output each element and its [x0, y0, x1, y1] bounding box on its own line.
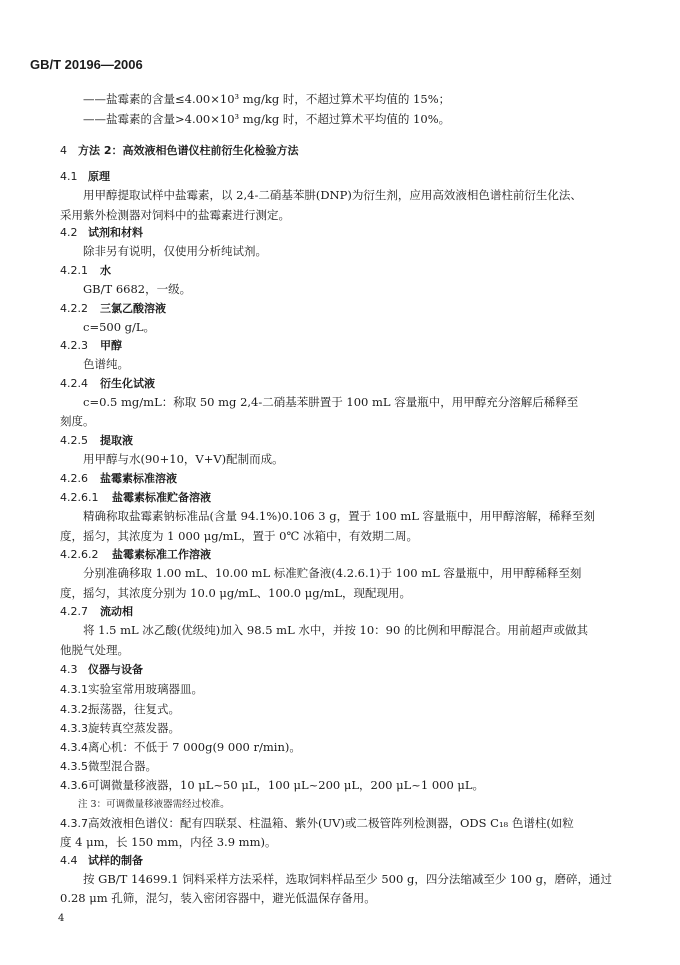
section-number: 4.2 [60, 226, 78, 239]
page-number: 4 [58, 913, 65, 924]
section-title: 盐霉素标准工作溶液 [112, 548, 211, 561]
section-4-2-3-heading [60, 339, 122, 353]
section-title: 甲醇 [100, 339, 122, 352]
section-4-2-6-1-heading [60, 491, 211, 505]
item-text: 实验室常用玻璃器皿。 [88, 682, 203, 696]
section-number: 4.2.4 [60, 377, 88, 390]
section-number: 4.3.4 [60, 741, 88, 754]
section-number: 4.2.2 [60, 302, 88, 315]
section-number: 4.2.5 [60, 434, 88, 447]
section-4-2-2-heading [60, 302, 166, 316]
paragraph-line: 将 1.5 mL 冰乙酸(优级纯)加入 98.5 mL 水中，并按 10：90 的比例和甲醇混合。用前超声或做其 [83, 623, 588, 637]
section-number: 4 [60, 144, 67, 157]
section-number: 4.3.2 [60, 703, 88, 716]
paragraph-line: 分别准确移取 1.00 mL、10.00 mL 标准贮备液(4.2.6.1)于 100 mL 容量瓶中，用甲醇稀释至刻 [83, 566, 582, 580]
section-4-heading [60, 144, 298, 158]
paragraph-line: 他脱气处理。 [60, 643, 129, 657]
item-4-3-2 [60, 702, 180, 717]
section-number: 4.3.5 [60, 760, 88, 773]
section-number: 4.1 [60, 170, 78, 183]
section-number: 4.2.6.2 [60, 548, 99, 561]
paragraph-line: 0.28 μm 孔筛，混匀，装入密闭容器中，避光低温保存备用。 [60, 891, 376, 905]
paragraph-line: 用甲醇与水(90+10，V+V)配制而成。 [83, 452, 284, 466]
section-4-1-heading [60, 170, 110, 184]
item-text: 离心机：不低于 7 000g(9 000 r/min)。 [88, 740, 301, 754]
paragraph-line: 用甲醇提取试样中盐霉素，以 2,4-二硝基苯肼(DNP)为衍生剂，应用高效液相色谱柱前衍生化法、 [83, 188, 582, 202]
item-4-3-6 [60, 778, 484, 793]
section-number: 4.3.6 [60, 779, 88, 792]
item-4-3-3 [60, 721, 180, 736]
section-number: 4.3.3 [60, 722, 88, 735]
paragraph-line: 度 4 μm，长 150 mm，内径 3.9 mm)。 [60, 835, 277, 849]
section-4-2-7-heading [60, 605, 133, 619]
item-text: 可调微量移液器，10 μL~50 μL，100 μL~200 μL，200 μL~1 000 μL。 [88, 778, 485, 792]
section-4-2-heading [60, 226, 143, 240]
section-title: 三氯乙酸溶液 [100, 302, 166, 315]
section-number: 4.3 [60, 663, 78, 676]
note-3: 注 3：可调微量移液器需经过校准。 [78, 799, 230, 810]
section-number: 4.2.6.1 [60, 491, 99, 504]
item-4-3-5 [60, 759, 157, 774]
item-text: 高效液相色谱仪：配有四联泵、柱温箱、紫外(UV)或二极管阵列检测器，ODS C₁₈ 色谱柱(如粒 [88, 816, 574, 830]
section-title: 水 [100, 264, 111, 277]
paragraph-line: 度，摇匀，其浓度为 1 000 μg/mL，置于 0℃ 冰箱中，有效期二周。 [60, 529, 418, 543]
paragraph-line: 按 GB/T 14699.1 饲料采样方法采样，选取饲料样品至少 500 g，四分法缩减至少 100 g，磨碎，通过 [83, 872, 612, 886]
item-4-3-1 [60, 682, 203, 697]
section-title: 原理 [88, 170, 110, 183]
paragraph-line: 度，摇匀，其浓度分别为 10.0 μg/mL、100.0 μg/mL，现配现用。 [60, 586, 411, 600]
standard-number: GB/T 20196—2006 [30, 57, 143, 72]
section-title: 试样的制备 [88, 854, 143, 867]
paragraph-line: 刻度。 [60, 414, 95, 428]
section-4-2-5-heading [60, 434, 133, 448]
section-title: 流动相 [100, 605, 133, 618]
paragraph-line: 色谱纯。 [83, 357, 129, 371]
intro-line-2: ——盐霉素的含量>4.00×10³ mg/kg 时，不超过算术平均值的 10%。 [83, 112, 451, 126]
item-4-3-4 [60, 740, 301, 755]
section-title: 衍生化试液 [100, 377, 155, 390]
item-text: 微型混合器。 [88, 759, 157, 773]
section-title: 方法 2：高效液相色谱仪柱前衍生化检验方法 [78, 144, 299, 157]
section-number: 4.4 [60, 854, 78, 867]
section-number: 4.2.3 [60, 339, 88, 352]
section-number: 4.3.7 [60, 817, 88, 830]
section-title: 试剂和材料 [88, 226, 143, 239]
paragraph-line: c=500 g/L。 [83, 320, 156, 334]
section-4-4-heading [60, 854, 143, 868]
paragraph-line: 精确称取盐霉素钠标准品(含量 94.1%)0.106 3 g，置于 100 mL 容量瓶中，用甲醇溶解，稀释至刻 [83, 509, 596, 523]
section-4-3-heading [60, 663, 143, 677]
paragraph-line: c=0.5 mg/mL：称取 50 mg 2,4-二硝基苯肼置于 100 mL 容量瓶中，用甲醇充分溶解后稀释至 [83, 395, 579, 409]
section-number: 4.2.6 [60, 472, 88, 485]
section-4-2-1-heading [60, 264, 111, 278]
section-4-2-4-heading [60, 377, 155, 391]
paragraph-line: GB/T 6682，一级。 [83, 282, 192, 296]
section-title: 盐霉素标准溶液 [100, 472, 177, 485]
section-title: 盐霉素标准贮备溶液 [112, 491, 211, 504]
section-title: 提取液 [100, 434, 133, 447]
paragraph-line: 除非另有说明，仅使用分析纯试剂。 [83, 244, 267, 258]
item-text: 振荡器，往复式。 [88, 702, 180, 716]
intro-line-1: ——盐霉素的含量≤4.00×10³ mg/kg 时，不超过算术平均值的 15%； [83, 92, 451, 106]
section-4-2-6-heading [60, 472, 177, 486]
section-4-2-6-2-heading [60, 548, 211, 562]
paragraph-line: 采用紫外检测器对饲料中的盐霉素进行测定。 [60, 208, 290, 222]
item-4-3-7 [60, 816, 574, 831]
section-number: 4.2.1 [60, 264, 88, 277]
section-title: 仪器与设备 [88, 663, 143, 676]
item-text: 旋转真空蒸发器。 [88, 721, 180, 735]
section-number: 4.2.7 [60, 605, 88, 618]
section-number: 4.3.1 [60, 683, 88, 696]
